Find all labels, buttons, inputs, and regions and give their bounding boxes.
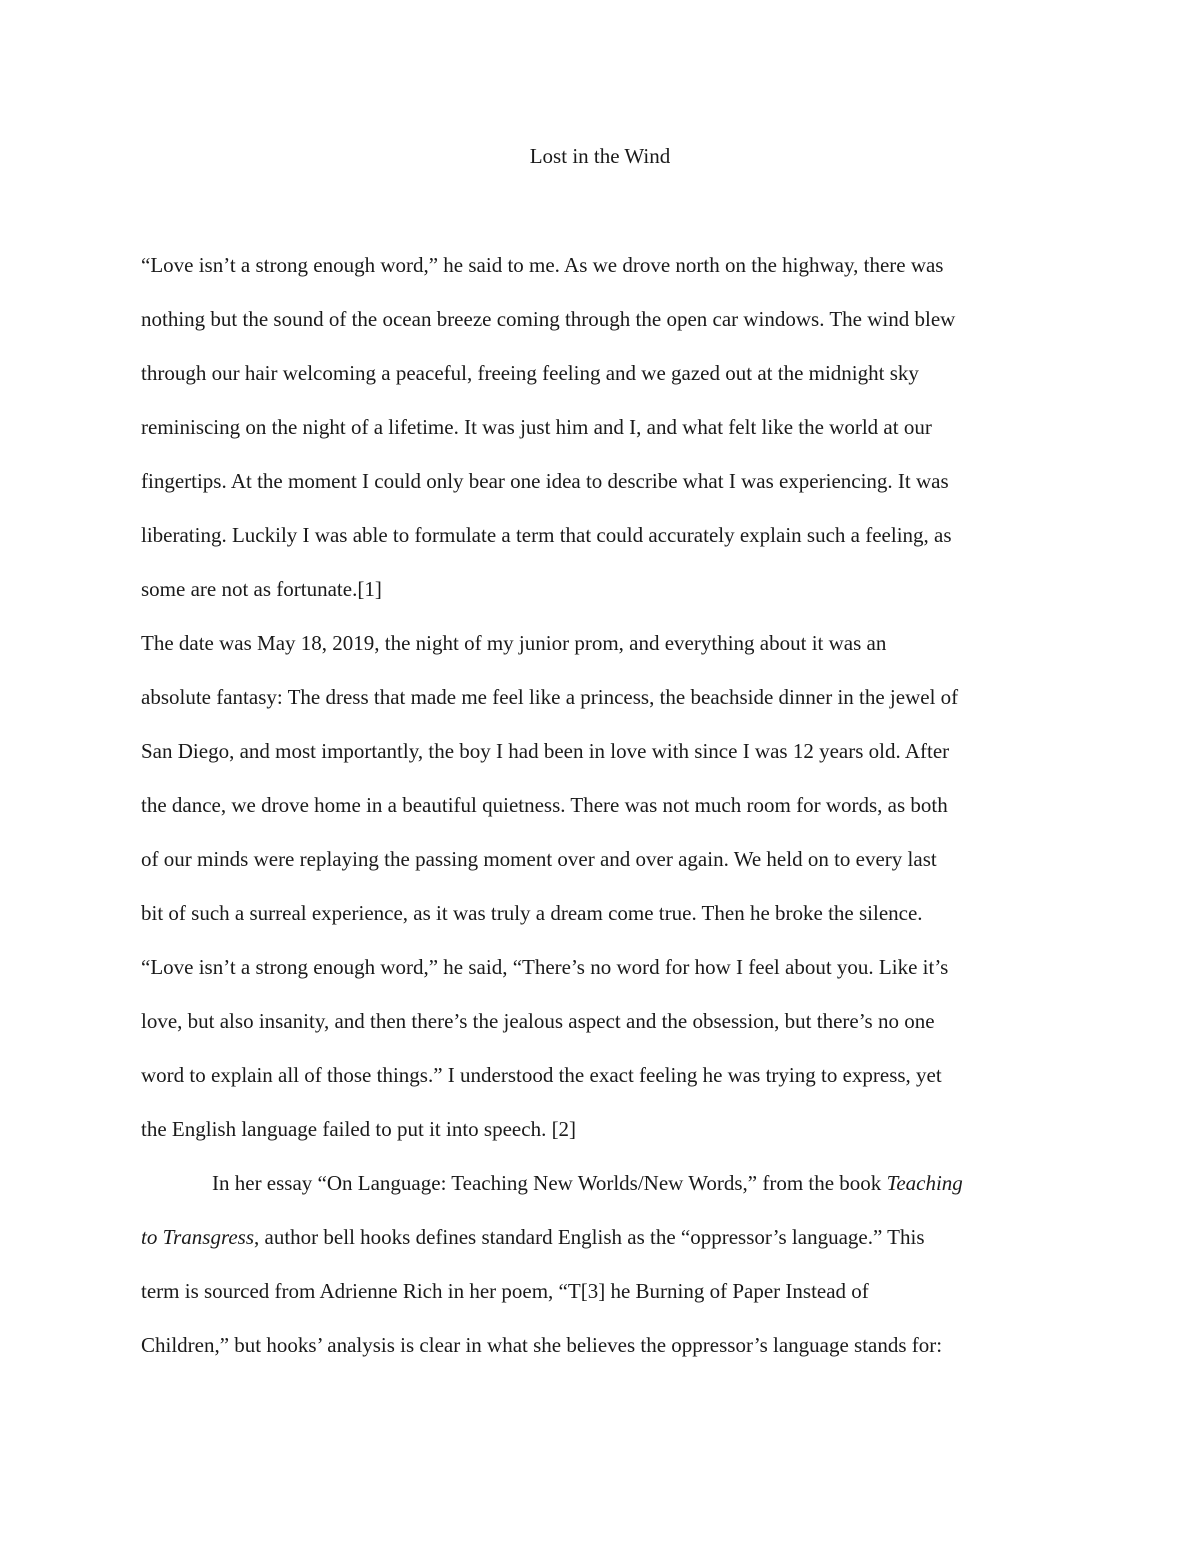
body-line xyxy=(212,1169,963,1197)
body-line: bit of such a surreal experience, as it was truly a dream come true. Then he broke the silence. xyxy=(141,901,923,925)
book-title: to Transgress xyxy=(141,1225,255,1249)
book-title: Teaching xyxy=(886,1171,963,1195)
body-line: The date was May 18, 2019, the night of my junior prom, and everything about it was an xyxy=(141,631,887,655)
body-line: word to explain all of those things.” I understood the exact feeling he was trying to express, yet xyxy=(141,1063,942,1087)
body-line: the dance, we drove home in a beautiful quietness. There was not much room for words, as both xyxy=(141,793,948,817)
body-line: of our minds were replaying the passing moment over and over again. We held on to every last xyxy=(141,847,937,871)
body-line: the English language failed to put it into speech. [2] xyxy=(141,1117,577,1141)
body-text: In her essay “On Language: Teaching New Worlds/New Words,” from the book xyxy=(212,1171,887,1195)
body-line: reminiscing on the night of a lifetime. It was just him and I, and what felt like the world at our xyxy=(141,415,932,439)
document-title: Lost in the Wind xyxy=(529,144,671,168)
body-line: Children,” but hooks’ analysis is clear in what she believes the oppressor’s language stands for: xyxy=(141,1333,943,1357)
body-line: fingertips. At the moment I could only bear one idea to describe what I was experiencing. It was xyxy=(141,469,949,493)
body-line: absolute fantasy: The dress that made me feel like a princess, the beachside dinner in the jewel of xyxy=(141,685,959,709)
body-line: “Love isn’t a strong enough word,” he said, “There’s no word for how I feel about you. Like it’s xyxy=(141,955,949,979)
body-line: San Diego, and most importantly, the boy I had been in love with since I was 12 years old. After xyxy=(141,739,950,763)
body-line: some are not as fortunate.[1] xyxy=(141,577,382,601)
body-text: , author bell hooks defines standard English as the “oppressor’s language.” This xyxy=(254,1225,925,1249)
body-line: term is sourced from Adrienne Rich in her poem, “T[3] he Burning of Paper Instead of xyxy=(141,1279,869,1303)
body-line: “Love isn’t a strong enough word,” he said to me. As we drove north on the highway, there was xyxy=(141,253,944,277)
body-line xyxy=(141,1223,925,1251)
body-line: through our hair welcoming a peaceful, freeing feeling and we gazed out at the midnight sky xyxy=(141,361,919,385)
body-line: love, but also insanity, and then there’s the jealous aspect and the obsession, but there’s no one xyxy=(141,1009,935,1033)
body-line: nothing but the sound of the ocean breeze coming through the open car windows. The wind blew xyxy=(141,307,956,331)
body-line: liberating. Luckily I was able to formulate a term that could accurately explain such a feeling, as xyxy=(141,523,952,547)
